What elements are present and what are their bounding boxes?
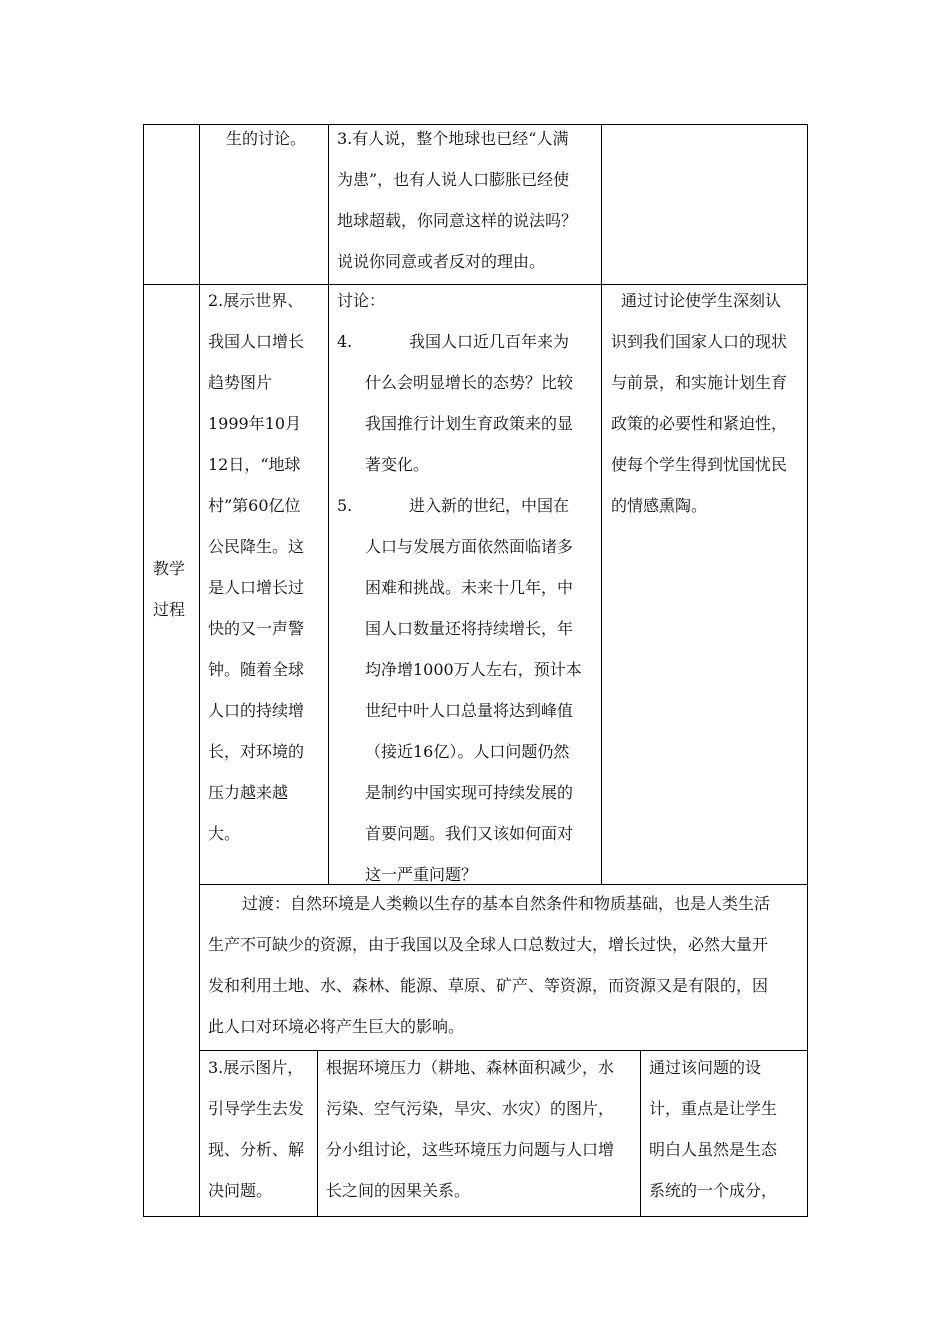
- question-5-line: 这一严重问题？: [365, 865, 478, 884]
- population-step-line: 长，对环境的: [208, 742, 305, 761]
- environment-discussion-cell: [326, 1047, 638, 1211]
- purpose-line: 识到我们国家人口的现状: [611, 332, 788, 351]
- question-3-line: 说说你同意或者反对的理由。: [337, 252, 546, 271]
- question-3-cell: [337, 118, 599, 282]
- population-step-line: 钟。随着全球: [208, 660, 305, 679]
- question-4-first-line: [337, 321, 599, 362]
- question-5-line: 进入新的世纪，中国在: [409, 496, 570, 515]
- question-3-line: 为患”，也有人说人口膨胀已经使: [337, 170, 570, 189]
- table-rule-right: [807, 124, 808, 1217]
- table-rule-col2-lower: [317, 1050, 318, 1217]
- table-rule-left: [143, 124, 144, 1217]
- population-step-cell: [208, 280, 326, 854]
- table-rule-label-col: [199, 124, 200, 1217]
- transition-line: 过渡：自然环境是人类赖以生存的基本自然条件和物质基础，也是人类生活: [242, 894, 771, 913]
- side-label-line: 教学: [153, 559, 186, 578]
- population-step-line: 12日，“地球: [208, 455, 301, 474]
- discussion-heading: 讨论：: [337, 291, 386, 310]
- table-rule-bottom: [143, 1216, 808, 1217]
- population-step-line: 村”第60亿位: [208, 496, 301, 515]
- population-step-line: 压力越来越: [208, 783, 289, 802]
- population-step-line: 快的又一声警: [208, 619, 305, 638]
- transition-cell: [208, 883, 806, 1047]
- purpose-cell-population: [611, 280, 805, 526]
- environment-discussion-line: 污染、空气污染，旱灾、水灾）的图片，: [326, 1099, 615, 1118]
- question-4-line: 什么会明显增长的态势？比较: [365, 373, 574, 392]
- purpose-line: 使每个学生得到忧国忧民: [611, 455, 788, 474]
- purpose-cell-environment: [649, 1047, 806, 1211]
- table-rule-col2-upper: [328, 124, 329, 885]
- question-4-line: 我国人口近几百年来为: [409, 332, 570, 351]
- population-step-line: 我国人口增长: [208, 332, 305, 351]
- purpose-line: 通过讨论使学生深刻认: [621, 291, 782, 310]
- population-step-line: 1999年10月: [208, 414, 302, 433]
- question-5-line: 人口与发展方面依然面临诸多: [365, 537, 574, 556]
- population-step-line: 大。: [208, 824, 241, 843]
- discussion-cell: [337, 280, 599, 895]
- environment-step-line: 引导学生去发: [208, 1099, 305, 1118]
- question-5-first-line: [337, 485, 599, 526]
- environment-discussion-line: 分小组讨论，这些环境压力问题与人口增: [326, 1140, 615, 1159]
- transition-line: 此人口对环境必将产生巨大的影响。: [208, 1017, 465, 1036]
- question-3-line: 地球超载，你同意这样的说法吗？: [337, 211, 578, 230]
- question-5-line: 是制约中国实现可持续发展的: [365, 783, 574, 802]
- question-4-line: 著变化。: [365, 455, 430, 474]
- purpose-line: 的情感熏陶。: [611, 496, 708, 515]
- side-label-teaching-process: [153, 548, 185, 630]
- question-5-number: 5.: [337, 496, 353, 515]
- population-step-line: 趋势图片: [208, 373, 273, 392]
- population-step-line: 人口的持续增: [208, 701, 305, 720]
- population-step-line: 公民降生。这: [208, 537, 305, 556]
- continued-step-text: 生的讨论。: [226, 129, 307, 148]
- transition-line: 发和利用土地、水、森林、能源、草原、矿产、等资源，而资源又是有限的，因: [208, 976, 769, 995]
- environment-discussion-line: 根据环境压力（耕地、森林面积减少，水: [326, 1058, 615, 1077]
- purpose-line: 系统的一个成分，: [649, 1181, 778, 1200]
- purpose-line: 与前景，和实施计划生育: [611, 373, 788, 392]
- question-5-line: （接近16亿）。人口问题仍然: [365, 742, 570, 761]
- question-4-number: 4.: [337, 332, 353, 351]
- population-step-line: 2.展示世界、: [208, 291, 304, 310]
- question-3-line: 3.有人说，整个地球也已经“人满: [337, 129, 569, 148]
- question-5-line: 均净增1000万人左右，预计本: [365, 660, 582, 679]
- purpose-line: 通过该问题的设: [649, 1058, 762, 1077]
- population-step-line: 是人口增长过: [208, 578, 305, 597]
- question-4-line: 我国推行计划生育政策来的显: [365, 414, 574, 433]
- table-rule-col3-upper: [601, 124, 602, 885]
- environment-discussion-line: 长之间的因果关系。: [326, 1181, 471, 1200]
- environment-step-cell: [208, 1047, 316, 1211]
- question-5-line: 困难和挑战。未来十几年，中: [365, 578, 574, 597]
- environment-step-line: 3.展示图片，: [208, 1058, 304, 1077]
- purpose-line: 政策的必要性和紧迫性，: [611, 414, 788, 433]
- purpose-line: 明白人虽然是生态: [649, 1140, 778, 1159]
- question-5-line: 首要问题。我们又该如何面对: [365, 824, 574, 843]
- side-label-line: 过程: [153, 600, 186, 619]
- table-rule-col3-lower: [640, 1050, 641, 1217]
- continued-step-cell: [226, 118, 306, 159]
- transition-line: 生产不可缺少的资源，由于我国以及全球人口总数过大，增长过快，必然大量开: [208, 935, 769, 954]
- environment-step-line: 决问题。: [208, 1181, 273, 1200]
- question-5-line: 国人口数量还将持续增长，年: [365, 619, 574, 638]
- purpose-line: 计，重点是让学生: [649, 1099, 778, 1118]
- environment-step-line: 现、分析、解: [208, 1140, 305, 1159]
- question-5-line: 世纪中叶人口总量将达到峰值: [365, 701, 574, 720]
